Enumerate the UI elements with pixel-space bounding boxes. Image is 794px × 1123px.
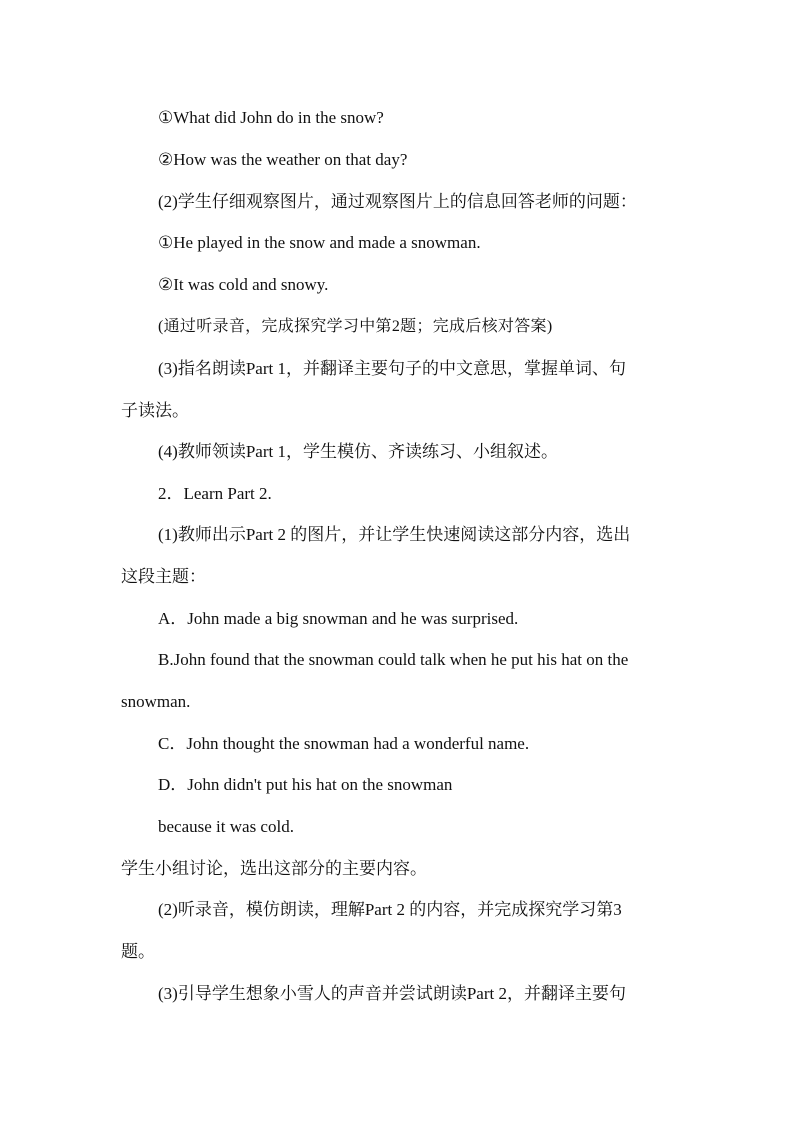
step-3-line-1: (3)指名朗读Part 1，并翻译主要句子的中文意思，掌握单词、句: [158, 359, 626, 378]
part2-step-3-line-1: (3)引导学生想象小雪人的声音并尝试朗读Part 2，并翻译主要句: [158, 984, 626, 1003]
option-a: A．John made a big snowman and he was surprised.: [158, 609, 519, 628]
step-3-line-2: 子读法。: [121, 401, 189, 420]
step-4: (4)教师领读Part 1，学生模仿、齐读练习、小组叙述。: [158, 442, 558, 461]
option-b-line-2: snowman.: [121, 692, 191, 711]
option-c: C．John thought the snowman had a wonderful name.: [158, 734, 530, 753]
option-d-line-1: D．John didn't put his hat on the snowman: [158, 775, 453, 794]
option-b-line-1: B.John found that the snowman could talk when he put his hat on the: [158, 650, 629, 669]
answer-1: ①He played in the snow and made a snowman.: [158, 233, 481, 252]
option-d-line-2: because it was cold.: [158, 817, 294, 836]
listening-note: (通过听录音，完成探究学习中第2题；完成后核对答案): [158, 318, 553, 335]
section-heading-part-2: 2．Learn Part 2.: [158, 484, 272, 503]
part2-step-1-line-1: (1)教师出示Part 2 的图片，并让学生快速阅读这部分内容，选出: [158, 525, 631, 544]
part2-step-1-line-2: 这段主题：: [121, 567, 206, 586]
part2-step-2-line-1: (2)听录音，模仿朗读，理解Part 2 的内容，并完成探究学习第3: [158, 900, 622, 919]
answer-2: ②It was cold and snowy.: [158, 275, 329, 294]
question-1: ①What did John do in the snow?: [158, 108, 384, 127]
part2-step-2-line-2: 题。: [121, 942, 155, 961]
question-2: ②How was the weather on that day?: [158, 150, 408, 169]
step-2-instruction: (2)学生仔细观察图片，通过观察图片上的信息回答老师的问题：: [158, 192, 637, 211]
group-discussion: 学生小组讨论，选出这部分的主要内容。: [121, 859, 427, 878]
